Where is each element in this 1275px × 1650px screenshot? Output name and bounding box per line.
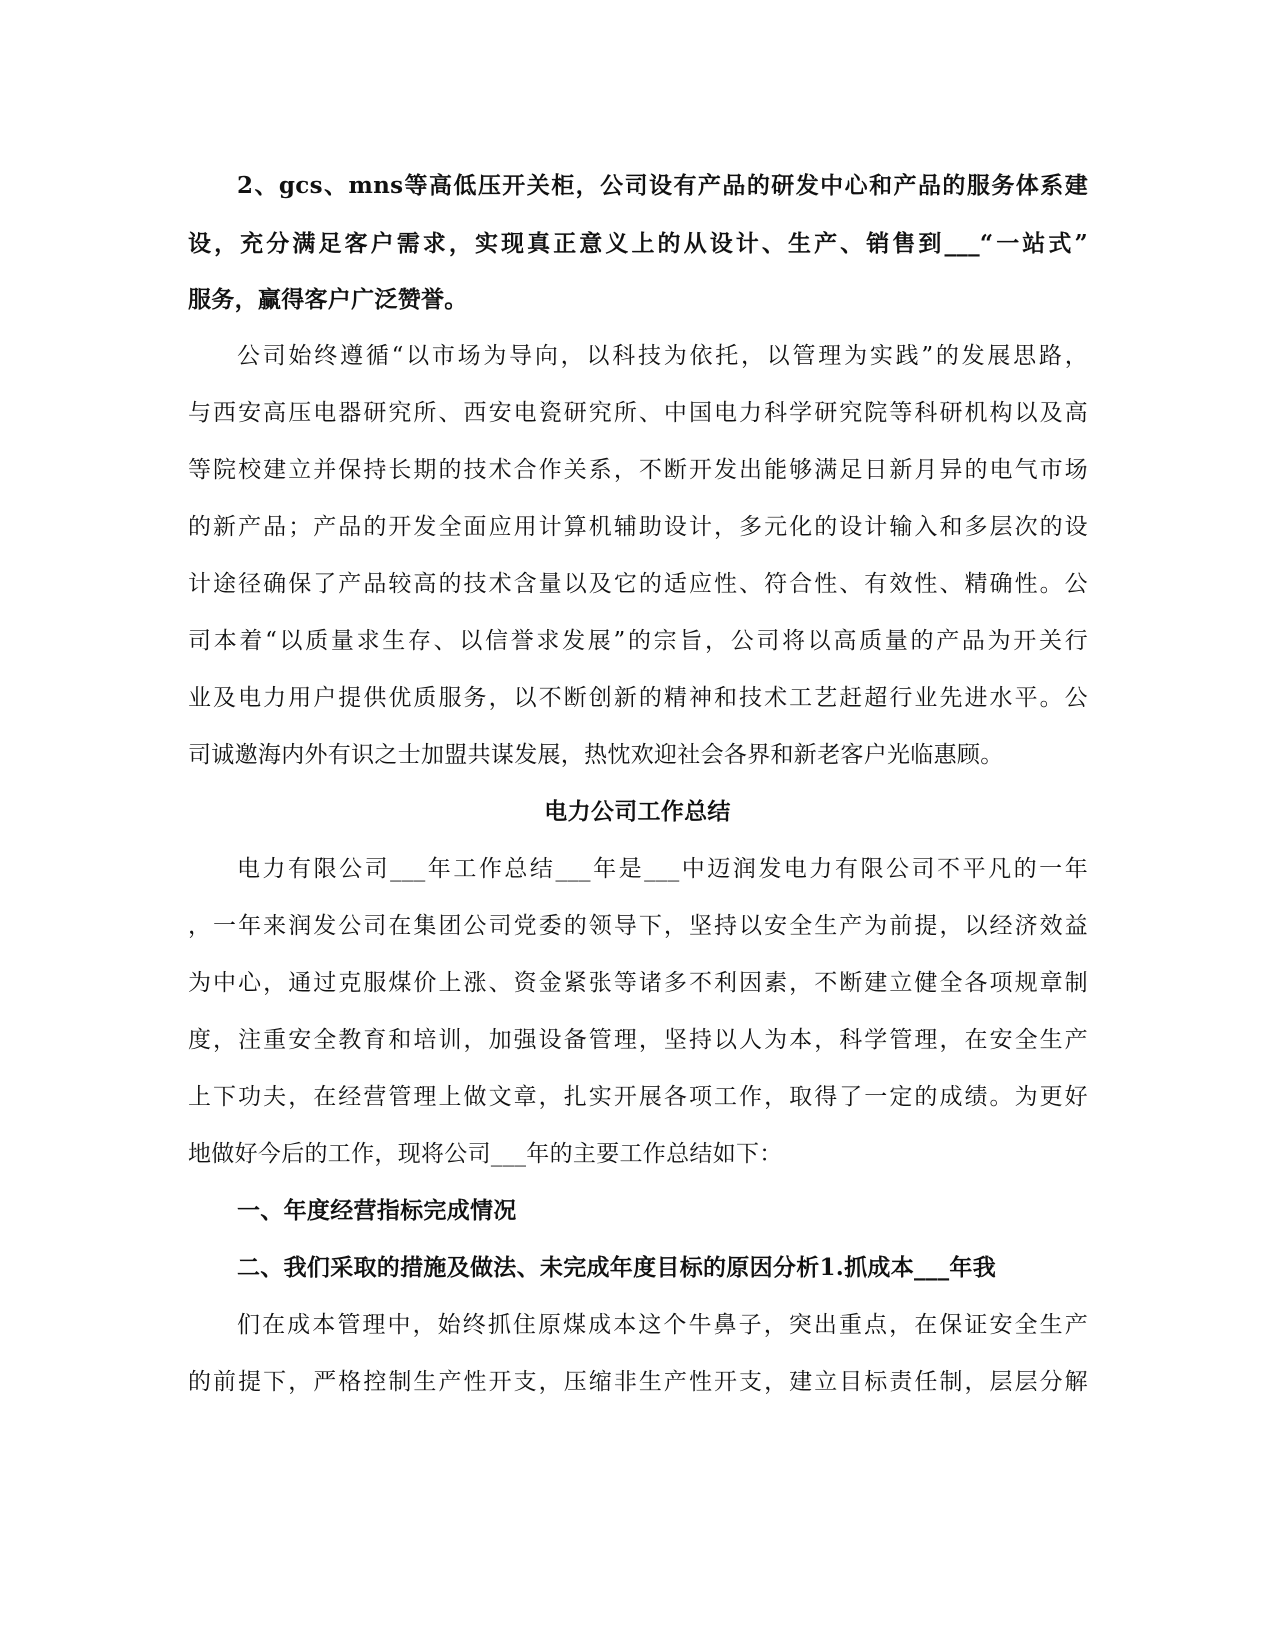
paragraph-line: 为中心，通过克服煤价上涨、资金紧张等诸多不利因素，不断建立健全各项规章制 [188, 970, 1088, 996]
paragraph-line: 2、gcs、mns等高低压开关柜，公司设有产品的研发中心和产品的服务体系建 [237, 172, 1088, 199]
paragraph-line: 度，注重安全教育和培训，加强设备管理，坚持以人为本，科学管理，在安全生产 [188, 1027, 1088, 1053]
paragraph-line: 公司始终遵循“以市场为导向，以科技为依托，以管理为实践”的发展思路， [237, 343, 1088, 369]
paragraph-line: 业及电力用户提供优质服务，以不断创新的精神和技术工艺赶超行业先进水平。公 [188, 685, 1088, 711]
paragraph-line: 等院校建立并保持长期的技术合作关系，不断开发出能够满足日新月异的电气市场 [188, 457, 1088, 483]
paragraph-line: 的前提下，严格控制生产性开支，压缩非生产性开支，建立目标责任制，层层分解 [188, 1369, 1088, 1395]
paragraph-line: 设，充分满足客户需求，实现真正意义上的从设计、生产、销售到___“一站式” [188, 230, 1088, 257]
paragraph-line: 与西安高压电器研究所、西安电瓷研究所、中国电力科学研究院等科研机构以及高 [188, 400, 1088, 426]
heading-2: 二、我们采取的措施及做法、未完成年度目标的原因分析1.抓成本___年我 [237, 1254, 997, 1281]
paragraph-line: 的新产品；产品的开发全面应用计算机辅助设计，多元化的设计输入和多层次的设 [188, 514, 1088, 540]
paragraph-line: 司本着“以质量求生存、以信誉求发展”的宗旨，公司将以高质量的产品为开关行 [188, 628, 1088, 654]
paragraph-line: 司诚邀海内外有识之士加盟共谋发展，热忱欢迎社会各界和新老客户光临惠顾。 [188, 742, 1004, 768]
paragraph-line: ，一年来润发公司在集团公司党委的领导下，坚持以安全生产为前提，以经济效益 [188, 913, 1088, 939]
paragraph-line: 服务，赢得客户广泛赞誉。 [188, 286, 468, 313]
paragraph-line: 们在成本管理中，始终抓住原煤成本这个牛鼻子，突出重点，在保证安全生产 [237, 1312, 1088, 1338]
section-title: 电力公司工作总结 [544, 798, 731, 825]
paragraph-line: 上下功夫，在经营管理上做文章，扎实开展各项工作，取得了一定的成绩。为更好 [188, 1084, 1088, 1110]
heading-1: 一、年度经营指标完成情况 [237, 1197, 517, 1224]
paragraph-line: 地做好今后的工作，现将公司___年的主要工作总结如下： [188, 1141, 783, 1167]
paragraph-line: 计途径确保了产品较高的技术含量以及它的适应性、符合性、有效性、精确性。公 [188, 571, 1088, 597]
paragraph-line: 电力有限公司___年工作总结___年是___中迈润发电力有限公司不平凡的一年 [237, 856, 1088, 882]
